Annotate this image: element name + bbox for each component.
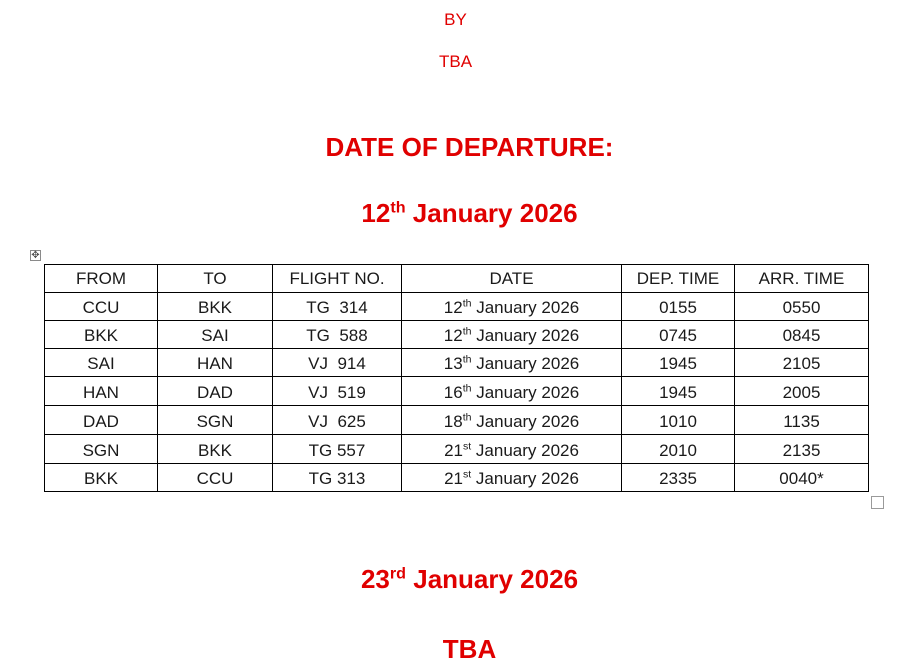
dep-time-cell: 0745 [622, 321, 735, 349]
dep-time-cell: 2010 [622, 435, 735, 464]
square-handle-icon[interactable] [871, 496, 884, 509]
tba-label-large: TBA [442, 634, 497, 664]
date-day: 21 [444, 441, 463, 460]
arr-time-cell: 2105 [735, 349, 869, 377]
date-suffix: st [462, 468, 472, 481]
date-rest: January 2026 [471, 326, 580, 345]
date-rest: January 2026 [471, 298, 580, 317]
departure-date-day: 12 [361, 198, 391, 228]
table-row [45, 435, 869, 464]
from-cell: BKK [45, 464, 158, 492]
arr-time-cell: 0845 [735, 321, 869, 349]
date-rest: January 2026 [471, 354, 580, 373]
date-day: 13 [443, 354, 463, 373]
table-row [45, 293, 869, 321]
date-cell [402, 377, 622, 406]
date-day: 12 [443, 298, 463, 317]
to-cell: BKK [158, 435, 273, 464]
date-cell [402, 464, 622, 492]
flight-no-cell: VJ 519 [273, 377, 402, 406]
flight-no-cell: TG 313 [273, 464, 402, 492]
date-rest: January 2026 [471, 383, 580, 402]
table-row [45, 406, 869, 435]
column-header-from: FROM [45, 265, 158, 293]
date-cell [402, 349, 622, 377]
date-day: 18 [443, 412, 463, 431]
dep-time-cell: 1945 [622, 377, 735, 406]
from-cell: CCU [45, 293, 158, 321]
date-suffix: th [462, 325, 472, 338]
to-cell: SGN [158, 406, 273, 435]
arr-time-cell: 0040* [735, 464, 869, 492]
date-suffix: th [462, 382, 472, 395]
dep-time-cell: 1010 [622, 406, 735, 435]
from-cell: SGN [45, 435, 158, 464]
departure-heading: DATE OF DEPARTURE: [325, 132, 614, 162]
table-header-row [45, 265, 869, 293]
departure-date [0, 198, 911, 229]
from-cell: BKK [45, 321, 158, 349]
return-date-suffix: rd [389, 564, 407, 583]
date-cell [402, 406, 622, 435]
table-row [45, 377, 869, 406]
flight-itinerary-table [44, 264, 869, 492]
to-cell: HAN [158, 349, 273, 377]
table-row [45, 464, 869, 492]
flight-no-cell: VJ 625 [273, 406, 402, 435]
date-rest: January 2026 [471, 441, 579, 460]
to-cell: BKK [158, 293, 273, 321]
return-date [0, 564, 911, 595]
tba-label-small: TBA [438, 52, 473, 71]
table-row [45, 349, 869, 377]
by-label: BY [444, 10, 467, 29]
to-cell: SAI [158, 321, 273, 349]
date-day: 16 [443, 383, 463, 402]
column-header-flight-no: FLIGHT NO. [273, 265, 402, 293]
dep-time-cell: 2335 [622, 464, 735, 492]
column-header-date: DATE [402, 265, 622, 293]
date-suffix: th [462, 297, 472, 310]
to-cell: CCU [158, 464, 273, 492]
column-header-arr-time: ARR. TIME [735, 265, 869, 293]
arr-time-cell: 2135 [735, 435, 869, 464]
return-date-day: 23 [360, 564, 390, 594]
date-rest: January 2026 [471, 412, 580, 431]
arr-time-cell: 1135 [735, 406, 869, 435]
table-row [45, 321, 869, 349]
date-suffix: th [462, 411, 472, 424]
from-cell: HAN [45, 377, 158, 406]
departure-date-suffix: th [390, 198, 406, 217]
flight-no-cell: TG 588 [273, 321, 402, 349]
departure-date-rest: January 2026 [405, 198, 578, 228]
from-cell: DAD [45, 406, 158, 435]
date-suffix: th [462, 353, 472, 366]
to-cell: DAD [158, 377, 273, 406]
date-cell [402, 293, 622, 321]
dep-time-cell: 1945 [622, 349, 735, 377]
date-day: 12 [443, 326, 463, 345]
date-suffix: st [462, 440, 472, 453]
date-day: 21 [444, 469, 463, 488]
arr-time-cell: 0550 [735, 293, 869, 321]
date-cell [402, 321, 622, 349]
column-header-to: TO [158, 265, 273, 293]
arr-time-cell: 2005 [735, 377, 869, 406]
date-rest: January 2026 [471, 469, 579, 488]
flight-no-cell: TG 557 [273, 435, 402, 464]
return-date-rest: January 2026 [406, 564, 579, 594]
flight-no-cell: TG 314 [273, 293, 402, 321]
column-header-dep-time: DEP. TIME [622, 265, 735, 293]
date-cell [402, 435, 622, 464]
from-cell: SAI [45, 349, 158, 377]
four-way-arrow-icon[interactable]: ✥ [31, 250, 40, 261]
dep-time-cell: 0155 [622, 293, 735, 321]
flight-no-cell: VJ 914 [273, 349, 402, 377]
